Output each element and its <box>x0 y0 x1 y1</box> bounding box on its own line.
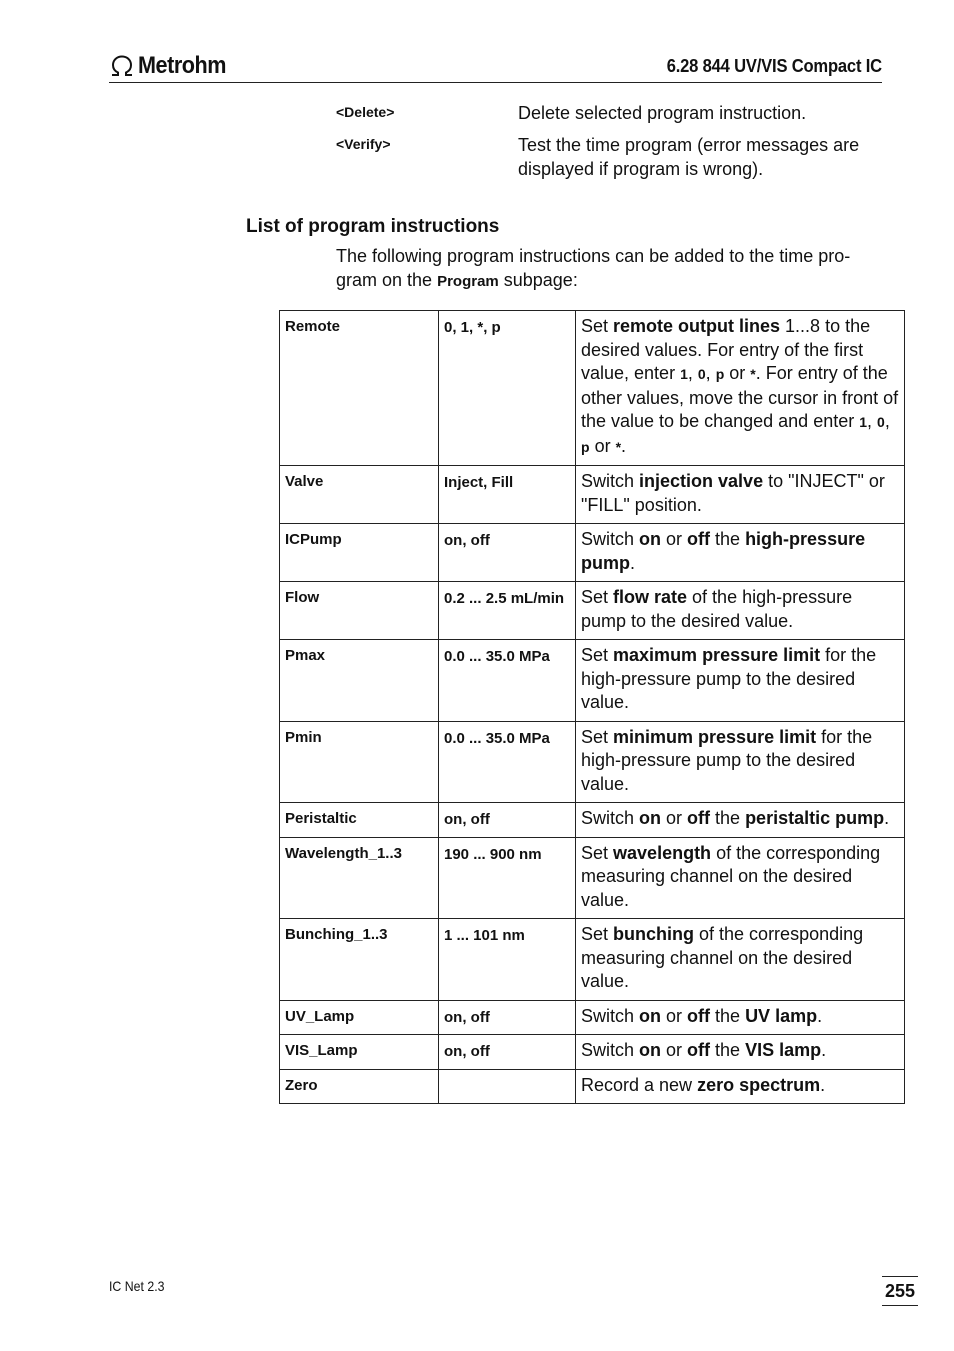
list-intro <box>336 244 886 294</box>
instruction-description <box>576 524 905 582</box>
description-text: or <box>724 363 751 383</box>
instruction-range: 190 ... 900 nm <box>439 837 576 919</box>
description-text: , <box>687 363 698 383</box>
instruction-name: Peristaltic <box>280 803 439 838</box>
description-emphasis: remote output lines <box>613 316 781 336</box>
description-text: of the corresponding measuring channel on the desired value. <box>581 842 881 910</box>
instruction-description <box>576 640 905 722</box>
description-emphasis: wavelength <box>613 842 712 863</box>
table-row <box>280 1069 905 1104</box>
instruction-name: UV_Lamp <box>280 1000 439 1035</box>
instruction-range: Inject, Fill <box>439 466 576 524</box>
table-row <box>280 640 905 722</box>
description-emphasis: peristaltic pump <box>745 808 885 828</box>
description-text: . <box>817 1005 823 1026</box>
instruction-name: Bunching_1..3 <box>280 919 439 1001</box>
description-emphasis: maximum pressure limit <box>613 645 821 665</box>
key-description: Delete selected program instruction. <box>518 103 807 123</box>
intro-program-label: Program <box>437 273 499 290</box>
key-row-delete <box>336 101 896 125</box>
description-emphasis: flow rate <box>613 587 688 607</box>
instruction-name: Zero <box>280 1069 439 1104</box>
description-text: or <box>661 1040 688 1060</box>
description-emphasis: off <box>687 1005 711 1026</box>
table-row <box>280 1035 905 1070</box>
instruction-table <box>279 310 905 1104</box>
description-emphasis: on <box>639 1040 662 1060</box>
instruction-name: Remote <box>280 311 439 466</box>
instruction-description <box>576 1000 905 1035</box>
table-row <box>280 582 905 640</box>
instruction-description <box>576 582 905 640</box>
description-emphasis: 1 <box>680 366 688 382</box>
description-emphasis: off <box>687 808 711 828</box>
section-title: 6.28 844 UV/VIS Compact IC <box>666 56 882 76</box>
description-text: Switch <box>581 529 640 549</box>
table-row <box>280 837 905 919</box>
description-text: the <box>710 1005 746 1026</box>
description-emphasis: bunching <box>613 924 695 944</box>
table-row <box>280 524 905 582</box>
table-row <box>280 1000 905 1035</box>
description-emphasis: VIS lamp <box>745 1040 822 1060</box>
description-emphasis: minimum pressure limit <box>613 726 817 747</box>
instruction-description <box>576 919 905 1001</box>
footer-product: IC Net 2.3 <box>109 1278 165 1294</box>
description-text: or <box>661 1005 688 1026</box>
instruction-range: 0.2 ... 2.5 mL/min <box>439 582 576 640</box>
table-row <box>280 919 905 1001</box>
instruction-description <box>576 803 905 838</box>
description-emphasis: * <box>750 366 756 382</box>
description-emphasis: injection valve <box>639 471 764 491</box>
description-text: . <box>884 808 890 828</box>
instruction-name: Flow <box>280 582 439 640</box>
description-text: the <box>710 1040 746 1060</box>
description-emphasis: 0 <box>697 366 706 382</box>
instruction-description <box>576 837 905 919</box>
description-emphasis: zero spectrum <box>697 1074 821 1095</box>
key-row-verify <box>336 133 896 181</box>
description-text: 1...8 to the desired values. For entry of the first value, enter <box>581 316 871 383</box>
table-row <box>280 721 905 803</box>
description-emphasis: off <box>687 529 711 549</box>
description-text: . <box>821 1040 827 1060</box>
description-emphasis: high-pressure pump <box>581 529 866 573</box>
instruction-range: on, off <box>439 1035 576 1070</box>
description-emphasis: on <box>639 808 662 828</box>
description-text: Set <box>581 645 614 665</box>
instruction-name: Wavelength_1..3 <box>280 837 439 919</box>
description-text: Switch <box>581 471 640 491</box>
instruction-range: 0, 1, *, p <box>439 311 576 466</box>
description-text: for the high-pressure pump to the desired value. <box>581 726 873 794</box>
description-emphasis: * <box>615 438 622 455</box>
instruction-description <box>576 1069 905 1104</box>
instruction-range <box>439 1069 576 1104</box>
intro-text-end: subpage: <box>498 270 578 290</box>
description-text: of the high-pressure pump to the desired value. <box>581 587 853 631</box>
list-heading: List of program instructions <box>246 216 500 237</box>
instruction-description <box>576 311 905 466</box>
description-text: Set <box>581 316 614 336</box>
table-row <box>280 466 905 524</box>
description-text: Set <box>581 924 614 944</box>
table-row <box>280 311 905 466</box>
instruction-name: Valve <box>280 466 439 524</box>
description-text: , <box>884 411 890 431</box>
description-emphasis: off <box>687 1040 711 1060</box>
description-emphasis: 1 <box>859 414 868 430</box>
instruction-name: Pmin <box>280 721 439 803</box>
description-text: Record a new <box>581 1074 698 1095</box>
key-label: <Verify> <box>336 136 391 152</box>
instruction-description <box>576 466 905 524</box>
description-text: for the high-pressure pump to the desired value. <box>581 645 877 712</box>
instruction-description <box>576 721 905 803</box>
instruction-range: on, off <box>439 1000 576 1035</box>
instruction-description <box>576 1035 905 1070</box>
key-label: <Delete> <box>336 104 395 120</box>
description-text: the <box>710 529 746 549</box>
intro-text: The following program instructions can be added to the time pro-gram on the <box>336 246 851 290</box>
description-emphasis: UV lamp <box>745 1005 818 1026</box>
description-text: Switch <box>581 808 640 828</box>
brand-name: Metrohm <box>138 52 227 79</box>
instruction-name: VIS_Lamp <box>280 1035 439 1070</box>
description-text: to "INJECT" or "FILL" position. <box>581 471 885 515</box>
description-text: Set <box>581 842 614 863</box>
table-row <box>280 803 905 838</box>
description-text: . <box>630 552 636 573</box>
brand-logo <box>109 52 236 80</box>
description-text: . <box>820 1074 826 1095</box>
instruction-range: on, off <box>439 803 576 838</box>
description-text: the <box>710 808 746 828</box>
description-emphasis: on <box>639 529 662 549</box>
instruction-name: Pmax <box>280 640 439 722</box>
description-emphasis: p <box>715 366 725 382</box>
description-emphasis: on <box>639 1005 662 1026</box>
description-text: or <box>661 808 688 828</box>
description-emphasis: 0 <box>877 414 885 430</box>
description-text: , <box>705 363 716 383</box>
omega-logo-icon <box>109 53 135 79</box>
instruction-range: 1 ... 101 nm <box>439 919 576 1001</box>
description-text: or <box>589 435 616 456</box>
instruction-name: ICPump <box>280 524 439 582</box>
page-header <box>109 50 882 83</box>
instruction-range: on, off <box>439 524 576 582</box>
description-text: . <box>621 435 627 456</box>
instruction-range: 0.0 ... 35.0 MPa <box>439 640 576 722</box>
description-text: Set <box>581 587 614 607</box>
description-emphasis: p <box>581 438 590 455</box>
page-number: 255 <box>882 1276 918 1306</box>
key-description: Test the time program (error messages are displayed if program is wrong). <box>518 135 860 179</box>
description-text: . For entry of the other values, move the cursor in front of the value to be changed and enter <box>581 363 899 431</box>
description-text: Switch <box>581 1040 640 1060</box>
instruction-range: 0.0 ... 35.0 MPa <box>439 721 576 803</box>
description-text: or <box>661 529 688 549</box>
description-text: Switch <box>581 1005 640 1026</box>
description-text: of the corresponding measuring channel on the desired value. <box>581 924 864 991</box>
description-text: , <box>867 411 878 431</box>
description-text: Set <box>581 726 614 747</box>
